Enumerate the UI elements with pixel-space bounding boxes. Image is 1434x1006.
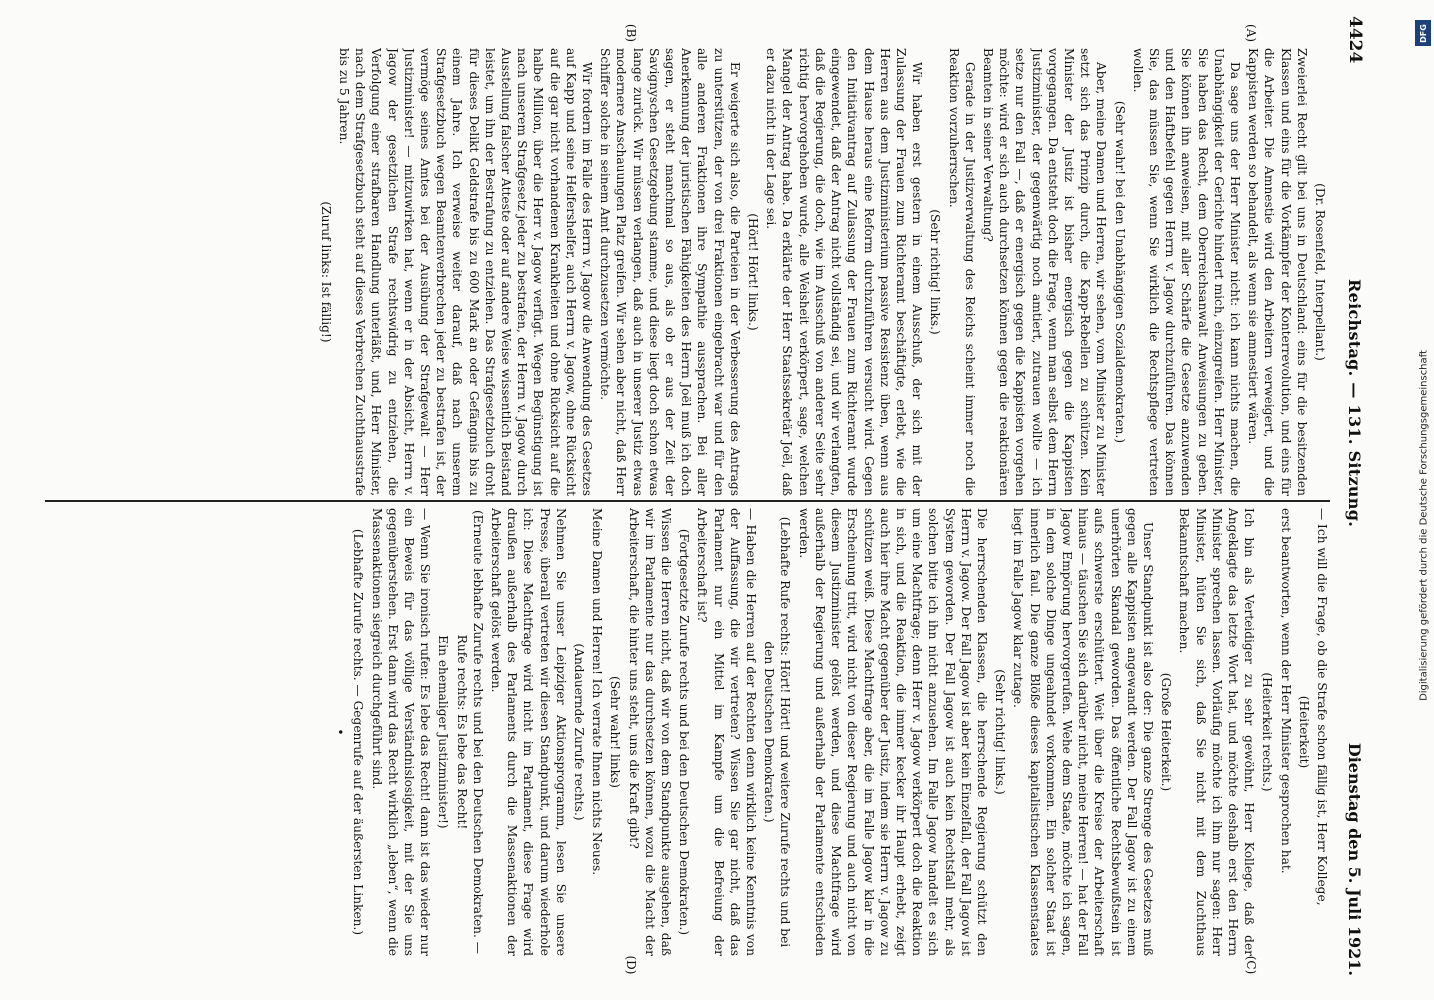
paragraph: — Haben die Herren auf der Rechten denn wirklich keine Kenntnis von der Auffassung, die wir vertreten? Wissen Sie gar nicht, daß das Parlament nur ein Mittel im Kampfe um die Befreiung der Arbeiterschaft ist? [695,508,759,956]
interjection: (Sehr wahr! bei den Unabhängigen Sozialdemokraten.) [1112,100,1127,444]
session-date: Dienstag den 5. Juli 1921. [1345,742,1365,976]
paragraph: Meine Damen und Herren! Ich verrate Ihnen nichts Neues. [590,508,605,876]
interjection: (Zuruf links: Ist fällig!) [318,201,333,343]
interjection: (Große Heiterkeit.) [1159,672,1174,792]
interjection: (Andauernde Zurufe rechts.) [572,643,587,821]
margin-marker-a: (A) [1244,23,1258,43]
paragraph: erst beantworten, wenn der Herr Minister gesprochen hat. [1278,508,1293,874]
column-divider [45,500,1330,502]
margin-marker-b: (B) [624,23,638,43]
page-header [1332,16,1378,976]
paragraph: Wissen die Herren nicht, daß wir von dem Standpunkte ausgehen, daß wir im Parlamente nur das durchsetzen können, wozu die Macht der Arbeiterschaft, die hinter uns steht, uns die Kraft gibt? [626,508,674,956]
interjection: (Sehr richtig! links.) [928,209,943,335]
paragraph: Wir fordern im Falle des Herrn v. Jagow die Anwendung des Gesetzes auf Kapp und seine Helfershelfer, auch Herrn v. Jagow, ohne Rücksicht auf die gar nicht vorhandenen Krankheiten und ohne Rücksicht auf die halbe Million, über die Herr v. Jagow verfügt. Wegen Begünstigung ist nach unserem Strafgesetz jeder zu bestrafen, der Herrn v. Jagow durch Ausstellung falscher Atteste oder auf andere Weise wissentlich Beistand leistet, um ihn der Bestrafung zu entziehen. Das Strafgesetzbuch droht für dieses Delikt Geldstrafe bis zu 600 Mark an oder Gefängnis bis zu einem Jahre. Ich verweise weiter darauf, daß nach unserem Strafgesetzbuch wegen Beamtenverbrechen jeder zu bestrafen ist, der vermöge seines Amtes bei der Ausübung der Strafgewalt — Herr Justizminister! — mitzuwirken hat, wenn er in der Absicht, Herrn v. Jagow der gesetzlichen Strafe rechtswidrig zu entziehen, die Verfolgung einer strafbaren Handlung unterläßt, und, Herr Minister, nach dem Strafgesetzbuch steht auf dieses Verbrechen Zuchthausstrafe bis zu 5 Jahren. [337,48,595,496]
margin-marker-c: (C) [1244,955,1258,975]
interjection: (Fortgesetzte Zurufe rechts und bei den Deutschen Demokraten.) [677,528,692,936]
paragraph: Die herrschenden Klassen, die herrschende Regierung schützt den Herrn v. Jagow. Der Fall Jagow ist aber kein Einzelfall, der Fall Jagow ist System geworden. Der Fall Jagow ist auch kein Rechtsfall mehr, als solchen bitte ich ihn nicht anzusehen. Im Falle Jagow handelt es sich um eine Machtfrage; denn Herr v. Jagow verkörpert doch die Reaktion in sich, und die Reaktion, die immer kecker ihr Haupt erhebt, zeigt auch hier ihre Macht gegenüber der Justiz, indem sie Herrn v. Jagow zu schützen weiß. Diese Machtfrage aber, die im Falle Jagow klar in die Erscheinung tritt, wird nicht von dieser Regierung und auch nicht von diesem Justizminister gelöst werden, und diese Machtfrage wird außerhalb der Regierung und außerhalb der Parlamente entschieden werden. [796,508,989,956]
paragraph: Wir haben erst gestern in einem Ausschuß, der sich mit der Zulassung der Frauen zum Richteramt beschäftigte, erlebt, wie die Herren aus dem Justizministerium passive Resistenz üben, wenn aus dem Hause heraus eine Reform durchzuführen versucht wird. Gegen den Initiativantrag auf Zulassung der Frauen zum Richteramt wurde eingewendet, daß der Antrag nicht vollständig sei, und wir verlangten, daß die Regierung, die doch, wie im Ausschuß von anderer Seite sehr richtig hervorgehoben wurde, alle Weisheit verkörpert, sage, welchen Mangel der Antrag habe. Da erklärte der Herr Staatssekretär Joël, daß er dazu nicht in der Lage sei. [764,48,925,496]
interjection: (Dr. Rosenfeld, Interpellant.) [1313,183,1327,361]
page-number: 4424 [1345,16,1365,64]
interjection: (Lebhafte Rufe rechts: Hört! Hört! und weitere Zurufe rechts und bei den Deutschen Demokraten.) [762,516,793,948]
interjection: (Erneute lebhafte Zurufe rechts und bei den Deutschen Demokraten. — Rufe rechts: Es lebe das Recht! [454,510,485,954]
paragraph: Nehmen Sie unser Leipziger Aktionsprogramm, lesen Sie unsere Presse, überall vertreten wir diesen Standpunkt, und darum wiederhole ich: Diese Machtfrage wird nicht im Parlament, diese Frage wird draußen außerhalb des Parlaments durch die Massenaktionen der Arbeiterschaft gelöst werden. [489,508,568,956]
paragraph: — Wenn Sie ironisch rufen: Es lebe das Recht! dann ist das wieder nur ein Beweis für das völlige Verständnislosigkeit, mit der Sie uns gegenüberstehen. Erst dann wird das Recht wirklich „leben“, wenn die Massenaktionen siegreich durchgeführt sind. [369,508,433,956]
interjection: (Heiterkeit rechts.) [1260,672,1275,792]
dfg-logo: DFG [1415,20,1431,46]
interjection: • [333,728,348,736]
margin-marker-d: (D) [624,955,638,975]
paragraph: Unser Standpunkt ist also der: Die ganze Strenge des Gesetzes muß gegen alle Kappisten angewandt werden. Der Fall Jagow ist zu einem unerhörten Skandal geworden. Das öffentliche Rechtsbewußtsein ist aufs schwerste erschüttert. Weit über die Kreise der Arbeiterschaft hinaus — täuschen Sie sich darüber nicht, meine Herren! — hat der Fall Jagow Empörung hervorgerufen. Wehe dem Staate, möchte ich sagen, in dem solche Dinge ungeahndet vorkommen. Ein solcher Staat ist innerlich faul. Die ganze Blöße dieses kapitalistischen Klassenstaates liegt im Falle Jagow klar zutage. [1011,508,1155,956]
interjection: (Lebhafte Zurufe rechts. — Gegenrufe auf der äußersten Linken.) [351,528,366,936]
interjection: Ein ehemaliger Justizminister!) [436,635,451,829]
interjection: (Sehr richtig! links.) [993,669,1008,795]
paragraph: Da sage uns der Herr Minister nicht: ich kann nichts machen, die Unabhängigkeit der Gerichte hindert mich, einzugreifen. Herr Minister, Sie haben das Recht, dem Oberreichsanwalt Anweisungen zu geben. Sie können ihn anweisen, mit aller Schärfe die Gesetze anzuwenden und den Haftbefehl gegen Herrn v. Jagow durchzuführen. Das können Sie, das müssen Sie, wenn Sie wirklich die Rechtspflege vertreten wollen. [1130,48,1242,496]
paragraph: — Ich will die Frage, ob die Strafe schon fällig ist, Herr Kollege, [1315,508,1329,906]
paragraph: Ich bin als Verteidiger zu sehr gewöhnt, Herr Kollege, daß der Angeklagte das letzte Wort hat, und möchte deshalb erst den Herrn Minister sprechen lassen. Vorläufig möchte ich ihm nur sagen: Herr Minister, hüten Sie sich, daß Sie nicht mit dem Zuchthaus Bekanntschaft machen. [1177,508,1257,956]
interjection: (Sehr wahr! links) [608,675,623,789]
paragraph: Gerade in der Justizverwaltung des Reichs scheint immer noch die Reaktion vorzuherrschen. [946,48,977,496]
interjection: (Heiterkeit) [1296,695,1311,769]
paragraph: Aber, meine Damen und Herren, wir sehen, vom Minister zu Minister setzt sich das Prinzip durch, die Kapp-Rebellen zu schützen. Kein Minister der Justiz ist bisher energisch gegen die Kappisten vorgegangen. Da entsteht doch die Frage, wenn man selbst dem Herrn Justizminister, der gegenwärtig noch amtiert, zutrauen wollte — ich setze nur den Fall —, daß er energisch gegen die Kappisten vorgehen möchte: wird er sich auch durchsetzen können gegen die reaktionären Beamten in seiner Verwaltung? [980,48,1109,496]
funding-notice: Digitalisierung gefördert durch die Deutsche Forschungsgemeinschaft [1418,350,1430,701]
rotated-page-content [43,16,1378,976]
paragraph: Er weigerte sich also, die Parteien in der Verbesserung des Antrags zu unterstützen, der von drei Fraktionen eingebracht war und für den alle anderen Fraktionen ihre Sympathie aussprachen. Bei aller Anerkennung der juristischen Fähigkeiten des Herrn Joël muß ich doch sagen, er steht manchmal so aus, als ob er aus der Zeit der Savignyschen Gesetzgebung stamme, und diese liegt doch schon etwas lange zurück. Wir müssen verlangen, daß auch in unserer Justiz etwas modernere Anschauungen Platz greifen. Wir sehen aber nicht, daß Herr Schiffer solche in seinem Amt durchzusetzen vermöchte. [598,48,742,496]
interjection: (Hört! Hört! links.) [746,213,761,331]
right-text-column [45,508,1330,956]
digitization-sidebar [1414,20,1432,980]
left-text-column [45,48,1330,496]
session-title: Reichstag. — 131. Sitzung. [1345,279,1365,528]
paragraph: Zweierlei Recht gilt bei uns in Deutschland: eins für die besitzenden Klassen und eins für die Vorkämpfer der Konterrevolution, und eins für die Arbeiter. Die Amnestie wird den Arbeitern verweigert, und die Kappisten werden so behandelt, als wenn sie amnestiert wären. [1246,48,1309,496]
